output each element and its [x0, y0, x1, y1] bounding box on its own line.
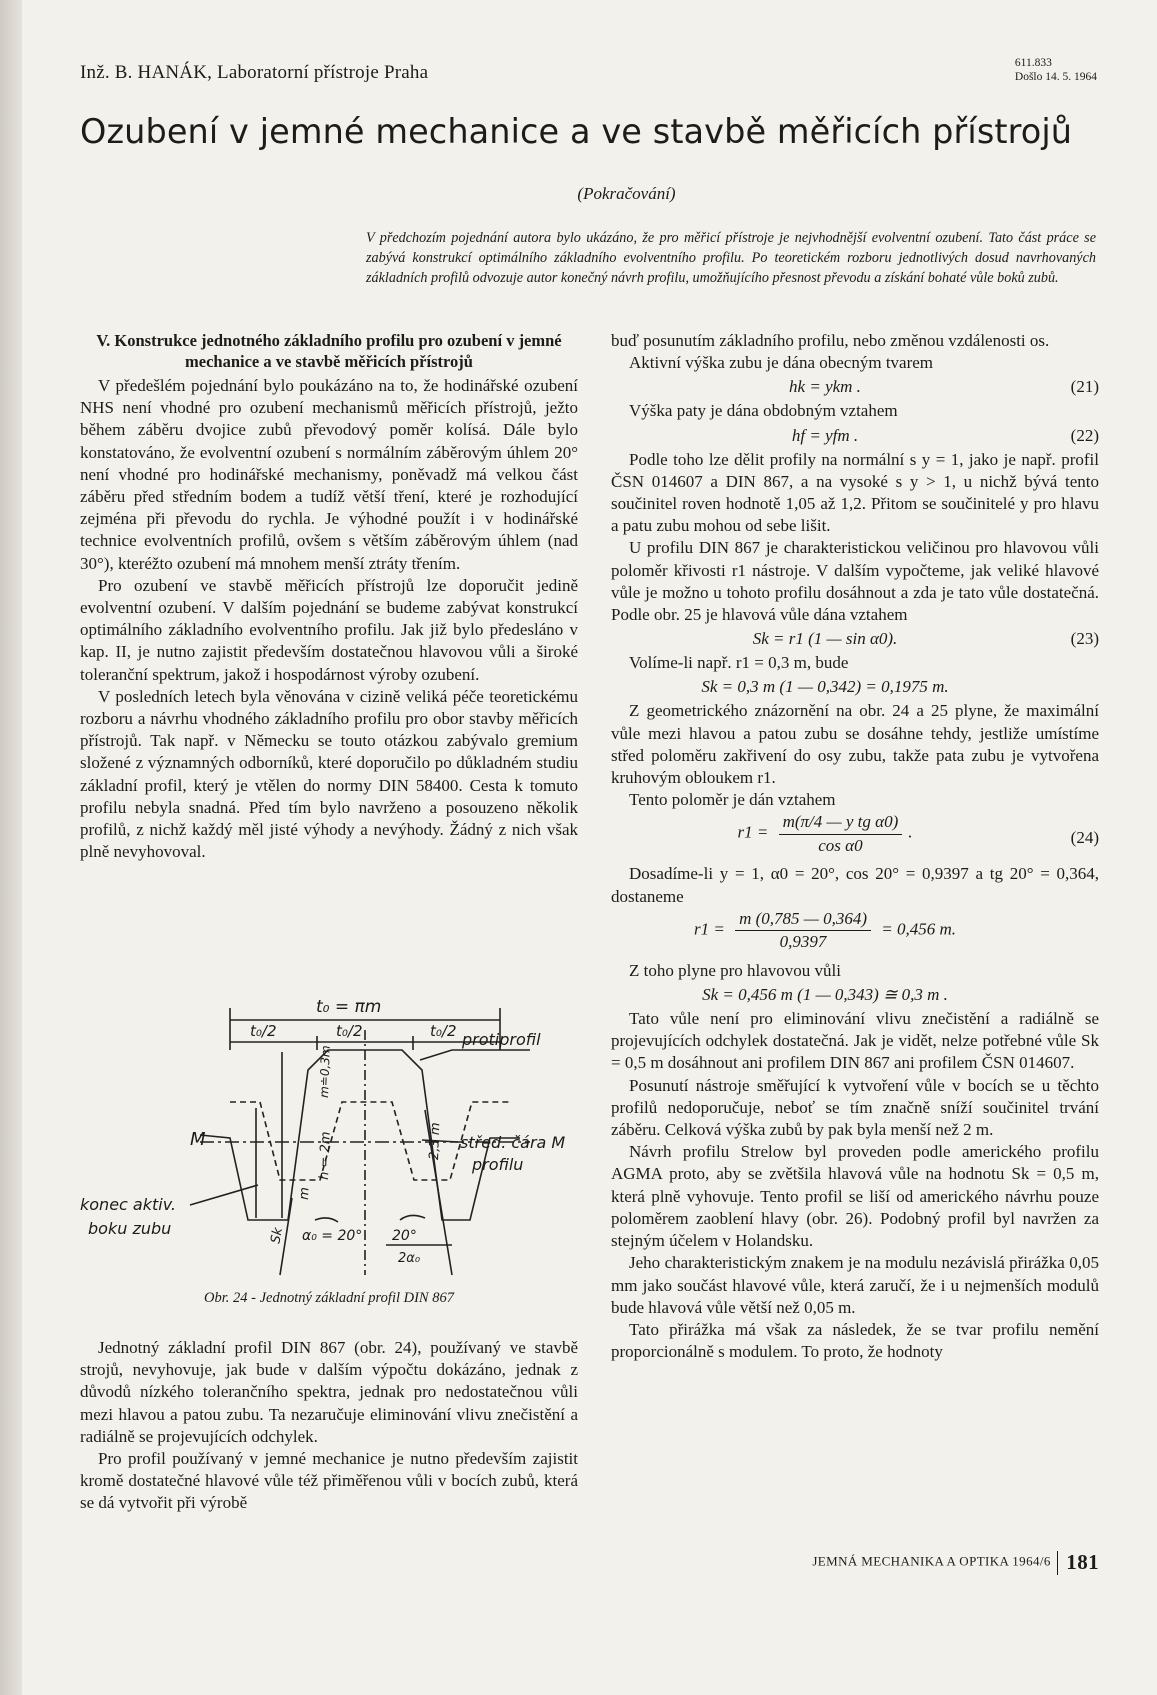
- right-paragraph-8: Tento poloměr je dán vztahem: [629, 790, 836, 810]
- label-clearance: m≐0,3m: [317, 1045, 333, 1099]
- label-height: h = 2m: [317, 1131, 334, 1181]
- page-number: 181: [1066, 1550, 1099, 1574]
- right-paragraph-11: Tato vůle není pro eliminování vlivu znečistění a radiálně se projevujících odchylek dostatečná. Jak je vidět, nelze potřebné vůle Sk = 0,5 m dosáhnout ani profilem DIN 867 ani profilem ČSN 014607.: [611, 1009, 1099, 1073]
- equation-22-number: (22): [1070, 425, 1099, 445]
- equation-25-denominator: 0,9397: [779, 932, 827, 952]
- right-paragraph-7: Z geometrického znázornění na obr. 24 a 25 plyne, že maximální vůle mezi hlavou a patou zubu se dosáhne tehdy, jestliže umístíme střed poloměru zakřivení do osy zubu, takže pata zubu je vytvořena kruhovým obloukem r1.: [611, 701, 1099, 788]
- left-paragraph-2: Pro ozubení ve stavbě měřicích přístrojů lze doporučit jedině evolventní ozubení. V dalším pojednání se budeme zabývat konstrukcí optimálního základního evolventního profilu. Jak již bylo předesláno v kap. II, je nutno zajistit především dostatečnou hlavovou vůli a široké toleranční spektrum, jakož i hospodárnost výroby ozubení.: [80, 575, 578, 684]
- left-bottom-paragraph-2: Pro profil používaný v jemné mechanice je nutno především zajistit kromě dostatečné hlavové vůle též přiměřenou vůli v bocích zubů, která se dá vytvořit při výrobě: [80, 1449, 578, 1513]
- left-paragraph-1: V předešlém pojednání bylo poukázáno na to, že hodinářské ozubení NHS není vhodné pro ozubení mechanismů měřicích přístrojů, ježto během záběru dvojice zubů převodový poměr kolísá. Dále bylo konstatováno, že evolventní ozubení s normálním záběrovým úhlem 20° není vhodné pro hodinářské mechanismy, poněvadž má velkou část záběru před středním bodem a tudíž větší tření, které je rozhodující zejména při převodu do rychla. Je výhodné použít i v hodinářské technice evolventních profilů, ovšem s větším záběrovým úhlem (nad 30°), kteréžto ozubení má mnohem menší ztráty třením.: [80, 376, 578, 573]
- article-title: Ozubení v jemné mechanice a ve stavbě měřicích přístrojů: [80, 112, 1073, 151]
- equation-21-number: (21): [1070, 377, 1099, 397]
- equation-23: [611, 626, 1099, 652]
- right-paragraph-4: Podle toho lze dělit profily na normální s y = 1, jako je např. profil ČSN 014607 a DIN 867, a na vysoké s y > 1, u nichž bývá tento součinitel roven hodnotě 1,05 až 1,2. Přitom se součinitelé y pro hlavu a patu zubu mohou od sebe lišit.: [611, 449, 1099, 536]
- right-paragraph-2: Aktivní výška zubu je dána obecným tvarem: [629, 353, 934, 373]
- label-center-2: profilu: [472, 1155, 524, 1174]
- equation-22: [611, 423, 1099, 449]
- right-paragraph-5: U profilu DIN 867 je charakteristickou veličinou pro hlavovou vůli poloměr křivosti r1 nástroje. V dalším vypočteme, jak veliké hlavové vůle je možno u tohoto profilu dosáhnout a zda je tato vůle dostatečná. Podle obr. 25 je hlavová vůle dána vztahem: [611, 538, 1099, 625]
- equation-23b: [611, 674, 1099, 700]
- equation-26-expr: Sk = 0,456 m (1 — 0,343) ≅ 0,3 m .: [702, 985, 948, 1005]
- equation-25-fraction: [735, 908, 871, 953]
- right-paragraph-9: Dosadíme-li y = 1, α0 = 20°, cos 20° = 0,9397 a tg 20° = 0,364, dostaneme: [611, 864, 1099, 906]
- equation-21: [611, 374, 1099, 400]
- label-sk: Sk: [268, 1226, 286, 1245]
- label-end-2: boku zubu: [88, 1219, 172, 1238]
- label-center-1: střed. čára M: [460, 1133, 566, 1152]
- continuation-note: [0, 184, 1157, 204]
- equation-24: r1 = $\frac{\text{m(π/4 — y tg α0)}}{\text{cos α0}}$ . (24): [611, 811, 1099, 863]
- udc-code: [1015, 56, 1097, 84]
- equation-24-denominator: cos α0: [818, 835, 863, 855]
- label-end-1: konec aktiv.: [80, 1195, 176, 1214]
- equation-26: [611, 982, 1099, 1008]
- label-half-3: t₀/2: [430, 1022, 457, 1040]
- continuation-text: (Pokračování): [577, 184, 676, 203]
- right-paragraph-10: Z toho plyne pro hlavovou vůli: [629, 960, 842, 980]
- equation-22-expr: hf = yfm .: [791, 425, 859, 445]
- figure-24: [80, 990, 580, 1280]
- udc-number: 611.833: [1014, 57, 1052, 69]
- binding-shadow: [0, 0, 22, 1695]
- label-h23: 2,3 m: [427, 1122, 444, 1161]
- equation-21-expr: hk = ykm .: [789, 377, 861, 397]
- author-line: Inž. B. HANÁK, Laboratorní přístroje Praha: [80, 62, 429, 83]
- label-m: m: [297, 1186, 313, 1201]
- equation-25-lhs: r1 =: [693, 919, 725, 939]
- equation-24-fraction: [779, 811, 903, 856]
- equation-23b-expr: Sk = 0,3 m (1 — 0,342) = 0,1975 m.: [701, 677, 949, 697]
- left-column: [80, 330, 578, 863]
- abstract: [366, 228, 1096, 288]
- label-m-left: M: [190, 1129, 206, 1150]
- right-paragraph-12: Posunutí nástroje směřující k vytvoření vůle v bocích se u těchto profilů nedoporučuje, neboť se tím značně sníží součinitel trvání záběru. Celková výška zubů by pak byla menší než 2 m.: [611, 1075, 1099, 1140]
- label-pitch: t₀ = πm: [316, 997, 382, 1017]
- right-column: [611, 330, 1099, 1363]
- equation-24-number: (24): [1070, 828, 1099, 848]
- equation-25-numerator: m (0,785 — 0,364): [735, 908, 871, 931]
- received-date: Došlo 14. 5. 1964: [1014, 71, 1097, 83]
- equation-24-lhs: r1 =: [737, 823, 769, 843]
- label-half-2: t₀/2: [336, 1022, 363, 1040]
- journal-name: JEMNÁ MECHANIKA A OPTIKA 1964/6: [812, 1553, 1051, 1569]
- footer-divider: [1057, 1551, 1059, 1575]
- profile-drawing: [80, 990, 580, 1280]
- section-heading: V. Konstrukce jednotného základního profilu pro ozubení v jemné mechanice a ve stavbě měřicích přístrojů: [96, 331, 562, 371]
- equation-25-rhs: = 0,456 m.: [881, 919, 957, 939]
- left-paragraph-3: V posledních letech byla věnována v cizině veliká péče teoretickému rozboru a návrhu vhodného základního profilu pro obor stavby měřicích přístrojů. Tak např. v Německu se touto otázkou zabývalo gremium složené z významných odborníků, které doporučilo po důkladném studiu základní profil, který je vtělen do normy DIN 58400. Cesta k tomuto profilu nebyla snadná. Před tím bylo navrženo a posouzeno několik profilů, z nichž každý měl jisté výhody a nevýhody. Žádný z nich však plně nevyhovoval.: [80, 686, 578, 862]
- abstract-text: V předchozím pojednání autora bylo ukázáno, že pro měřicí přístroje je nejvhodnější evolventní ozubení. Tato část práce se zabývá konstrukcí optimálního základního evolventního profilu. Po teoretickém rozboru jednotlivých dosud navrhovaných základních profilů odvozuje autor konečný návrh profilu, umožňujícího přesnost převodu a získání bohaté vůle boků zubů.: [366, 230, 1096, 286]
- left-bottom-paragraph-1: Jednotný základní profil DIN 867 (obr. 24), používaný ve stavbě strojů, nevyhovuje, jak bude v dalším výpočtu dokázáno, jednak z důvodů nízkého tolerančního spektra, jednak pro nedostatečnou vůli mezi hlavou a patou zubu. Ta nezaručuje eliminování vlivu znečistění a radiálně se projevujících odchylek.: [80, 1338, 578, 1446]
- figure-caption: Obr. 24 - Jednotný základní profil DIN 867: [204, 1290, 454, 1306]
- equation-23-number: (23): [1070, 629, 1099, 649]
- right-paragraph-15: Tato přirážka má však za následek, že se tvar profilu nemění proporcionálně s modulem. To proto, že hodnoty: [611, 1319, 1099, 1362]
- right-paragraph-14: Jeho charakteristickým znakem je na modulu nezávislá přirážka 0,05 mm jako součást hlavové vůle, která zaručí, že i u nejmenších modulů bude hlavová vůle větší než 0,05 m.: [611, 1253, 1099, 1317]
- label-width: 2α₀: [398, 1251, 421, 1266]
- page-footer: [812, 1550, 1099, 1575]
- equation-24-numerator: m(π/4 — y tg α0): [779, 811, 903, 834]
- equation-25: [611, 908, 1099, 960]
- label-angle-1: α₀ = 20°: [302, 1228, 363, 1244]
- right-paragraph-3: Výška paty je dána obdobným vztahem: [629, 401, 898, 421]
- right-paragraph-13: Návrh profilu Strelow byl proveden podle amerického profilu AGMA proto, aby se zvětšila hlavová vůle na hodnotu Sk = 0,5 m, která plně vyhovuje. Tento profil se liší od amerického návrhu pouze poloměrem zaoblení hlavy (obr. 26). Podobný profil byl navržen za stejným účelem v Holandsku.: [611, 1142, 1099, 1251]
- label-half-1: t₀/2: [250, 1022, 277, 1040]
- label-counter-profile: protiprofil: [462, 1030, 541, 1049]
- equation-23-expr: Sk = r1 (1 — sin α0).: [752, 629, 898, 649]
- label-angle-2: 20°: [392, 1228, 417, 1244]
- right-paragraph-1: buď posunutím základního profilu, nebo změnou vzdálenosti os.: [611, 331, 1050, 350]
- left-column-bottom: [80, 1337, 578, 1515]
- right-paragraph-6: Volíme-li např. r1 = 0,3 m, bude: [629, 653, 849, 673]
